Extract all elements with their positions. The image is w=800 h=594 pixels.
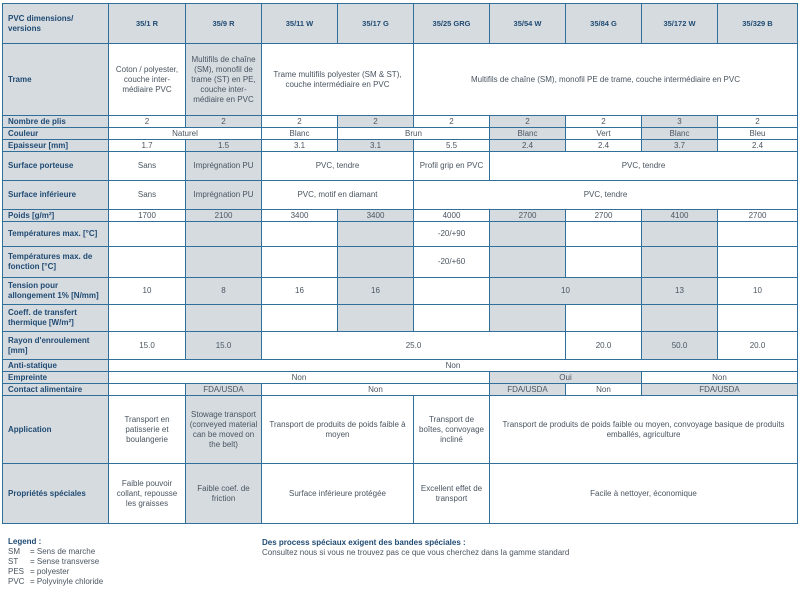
table-cell: Transport en patisserie et boulangerie bbox=[109, 396, 186, 464]
row-label: Propriétés spéciales bbox=[3, 464, 109, 524]
legend-value: = Sense transverse bbox=[30, 557, 100, 566]
table-cell: 15.0 bbox=[186, 332, 262, 360]
table-cell: 10 bbox=[718, 278, 798, 305]
row-label: Tension pour allongement 1% [N/mm] bbox=[3, 278, 109, 305]
table-cell: 16 bbox=[338, 278, 414, 305]
table-cell bbox=[718, 247, 798, 278]
table-cell: Non bbox=[566, 384, 642, 396]
table-cell: Coton / polyester, couche inter-médiaire PVC bbox=[109, 44, 186, 116]
table-cell: Multifils de chaîne (SM), monofil de trame (ST) en PE, couche inter-médiaire en PVC bbox=[186, 44, 262, 116]
table-row bbox=[3, 152, 798, 181]
col-header: 35/17 G bbox=[338, 4, 414, 44]
table-cell: 1.5 bbox=[186, 140, 262, 152]
table-cell: Transport de boîtes, convoyage incliné bbox=[414, 396, 490, 464]
table-cell bbox=[566, 247, 642, 278]
table-cell bbox=[490, 305, 566, 332]
table-cell: Non bbox=[262, 384, 490, 396]
table-cell: 2 bbox=[718, 116, 798, 128]
row-label: Epaisseur [mm] bbox=[3, 140, 109, 152]
table-cell bbox=[338, 222, 414, 247]
legend-item bbox=[8, 577, 103, 587]
legend-value: = Polyvinyle chloride bbox=[30, 577, 104, 586]
table-cell: FDA/USDA bbox=[186, 384, 262, 396]
table-row bbox=[3, 384, 798, 396]
table-row bbox=[3, 464, 798, 524]
table-row bbox=[3, 210, 798, 222]
table-cell: Oui bbox=[490, 372, 642, 384]
table-cell: Faible coef. de friction bbox=[186, 464, 262, 524]
col-header: 35/11 W bbox=[262, 4, 338, 44]
legend-value: = Sens de marche bbox=[30, 547, 96, 556]
row-label: Nombre de plis bbox=[3, 116, 109, 128]
table-cell bbox=[566, 222, 642, 247]
table-cell bbox=[186, 305, 262, 332]
row-label: Couleur bbox=[3, 128, 109, 140]
table-cell: 4100 bbox=[642, 210, 718, 222]
table-cell bbox=[109, 384, 186, 396]
table-cell: Brun bbox=[338, 128, 490, 140]
table-cell: 2.4 bbox=[718, 140, 798, 152]
table-cell: 3.1 bbox=[338, 140, 414, 152]
table-row bbox=[3, 305, 798, 332]
table-cell: Vert bbox=[566, 128, 642, 140]
table-row bbox=[3, 372, 798, 384]
table-cell: Imprégnation PU bbox=[186, 152, 262, 181]
col-header: 35/25 GRG bbox=[414, 4, 490, 44]
legend-item bbox=[8, 547, 103, 557]
table-row bbox=[3, 116, 798, 128]
table-row bbox=[3, 278, 798, 305]
legend-title: Legend : bbox=[8, 537, 42, 546]
table-cell: Sans bbox=[109, 181, 186, 210]
table-cell: 2100 bbox=[186, 210, 262, 222]
table-cell: Surface inférieure protégée bbox=[262, 464, 414, 524]
row-label: Rayon d'enroulement [mm] bbox=[3, 332, 109, 360]
table-cell: Sans bbox=[109, 152, 186, 181]
table-cell bbox=[262, 222, 338, 247]
row-label: Coeff. de transfert thermique [W/m²] bbox=[3, 305, 109, 332]
table-cell: Blanc bbox=[262, 128, 338, 140]
legend bbox=[8, 537, 103, 587]
table-cell: 1700 bbox=[109, 210, 186, 222]
col-header: 35/9 R bbox=[186, 4, 262, 44]
table-row bbox=[3, 332, 798, 360]
row-label: Surface porteuse bbox=[3, 152, 109, 181]
table-cell: PVC, tendre bbox=[414, 181, 798, 210]
table-cell: PVC, tendre bbox=[490, 152, 798, 181]
legend-item bbox=[8, 557, 103, 567]
row-label: Surface inférieure bbox=[3, 181, 109, 210]
table-cell: 2 bbox=[338, 116, 414, 128]
table-cell: -20/+90 bbox=[414, 222, 490, 247]
row-label: Températures max. de fonction [°C] bbox=[3, 247, 109, 278]
table-cell: 1.7 bbox=[109, 140, 186, 152]
table-cell: PVC, motif en diamant bbox=[262, 181, 414, 210]
table-cell bbox=[642, 305, 718, 332]
spec-table bbox=[2, 3, 798, 524]
table-cell: 3.7 bbox=[642, 140, 718, 152]
table-cell: Faible pouvoir collant, repousse les graisses bbox=[109, 464, 186, 524]
table-cell bbox=[414, 278, 490, 305]
row-label: Application bbox=[3, 396, 109, 464]
table-cell: 20.0 bbox=[718, 332, 798, 360]
row-label: Trame bbox=[3, 44, 109, 116]
table-cell: Transport de produits de poids faible ou moyen, convoyage basique de produits emballés, agriculture bbox=[490, 396, 798, 464]
table-cell: Non bbox=[109, 372, 490, 384]
table-cell: 10 bbox=[490, 278, 642, 305]
table-cell: 15.0 bbox=[109, 332, 186, 360]
table-cell: Transport de produits de poids faible à moyen bbox=[262, 396, 414, 464]
table-cell: 2 bbox=[490, 116, 566, 128]
table-cell: 2700 bbox=[490, 210, 566, 222]
table-cell: Naturel bbox=[109, 128, 262, 140]
legend-value: = polyester bbox=[30, 567, 70, 576]
table-row bbox=[3, 360, 798, 372]
legend-key: PVC bbox=[8, 577, 25, 586]
table-cell: 2 bbox=[414, 116, 490, 128]
table-cell: 16 bbox=[262, 278, 338, 305]
table-cell: 13 bbox=[642, 278, 718, 305]
legend-item bbox=[8, 567, 103, 577]
table-cell bbox=[338, 305, 414, 332]
col-header: 35/84 G bbox=[566, 4, 642, 44]
table-cell: 2700 bbox=[566, 210, 642, 222]
table-cell: Profil grip en PVC bbox=[414, 152, 490, 181]
table-cell: 3400 bbox=[262, 210, 338, 222]
table-cell: 50.0 bbox=[642, 332, 718, 360]
table-cell: 2 bbox=[186, 116, 262, 128]
table-cell bbox=[338, 247, 414, 278]
table-cell: Trame multifils polyester (SM & ST), couche intermédiaire en PVC bbox=[262, 44, 414, 116]
col-header: 35/54 W bbox=[490, 4, 566, 44]
table-cell: 5.5 bbox=[414, 140, 490, 152]
table-row bbox=[3, 181, 798, 210]
table-cell: 2700 bbox=[718, 210, 798, 222]
table-cell: 2 bbox=[262, 116, 338, 128]
col-header: 35/172 W bbox=[642, 4, 718, 44]
table-cell bbox=[186, 222, 262, 247]
table-cell bbox=[642, 222, 718, 247]
table-cell: Imprégnation PU bbox=[186, 181, 262, 210]
legend-key: SM bbox=[8, 547, 20, 556]
table-cell bbox=[109, 305, 186, 332]
table-cell: 3400 bbox=[338, 210, 414, 222]
table-cell: 3.1 bbox=[262, 140, 338, 152]
col-header: 35/1 R bbox=[109, 4, 186, 44]
table-row bbox=[3, 140, 798, 152]
legend-key: ST bbox=[8, 557, 19, 566]
table-cell: Non bbox=[109, 360, 798, 372]
table-cell: FDA/USDA bbox=[490, 384, 566, 396]
row-label: Anti-statique bbox=[3, 360, 109, 372]
table-cell: Facile à nettoyer, économique bbox=[490, 464, 798, 524]
table-cell bbox=[718, 222, 798, 247]
table-cell: 4000 bbox=[414, 210, 490, 222]
note-title: Des process spéciaux exigent des bandes spéciales : bbox=[262, 538, 466, 547]
table-cell bbox=[642, 247, 718, 278]
table-cell: 2.4 bbox=[566, 140, 642, 152]
table-cell: Stowage transport (conveyed material can be moved on the belt) bbox=[186, 396, 262, 464]
table-cell bbox=[186, 247, 262, 278]
row-label: Empreinte bbox=[3, 372, 109, 384]
table-cell bbox=[490, 222, 566, 247]
table-header-row bbox=[3, 4, 798, 44]
table-cell: -20/+60 bbox=[414, 247, 490, 278]
col-header: 35/329 B bbox=[718, 4, 798, 44]
table-cell: 10 bbox=[109, 278, 186, 305]
table-cell: Multifils de chaîne (SM), monofil PE de trame, couche intermédiaire en PVC bbox=[414, 44, 798, 116]
table-cell: Blanc bbox=[490, 128, 566, 140]
row-label: Températures max. [°C] bbox=[3, 222, 109, 247]
table-row bbox=[3, 396, 798, 464]
table-cell: Blanc bbox=[642, 128, 718, 140]
legend-key: PES bbox=[8, 567, 25, 576]
table-row bbox=[3, 247, 798, 278]
corner-header: PVC dimensions/ versions bbox=[3, 4, 109, 44]
table-cell: FDA/USDA bbox=[642, 384, 798, 396]
special-process-note bbox=[262, 538, 569, 558]
table-cell bbox=[109, 247, 186, 278]
table-cell: 25.0 bbox=[262, 332, 566, 360]
table-cell: Bleu bbox=[718, 128, 798, 140]
note-text: Consultez nous si vous ne trouvez pas ce que vous cherchez dans la gamme standard bbox=[262, 548, 570, 557]
table-cell bbox=[566, 305, 642, 332]
table-cell bbox=[490, 247, 566, 278]
table-cell: Excellent effet de transport bbox=[414, 464, 490, 524]
table-cell bbox=[718, 305, 798, 332]
table-cell bbox=[109, 222, 186, 247]
table-cell: 2.4 bbox=[490, 140, 566, 152]
table-cell: 2 bbox=[109, 116, 186, 128]
table-cell: Non bbox=[642, 372, 798, 384]
table-row bbox=[3, 128, 798, 140]
table-row bbox=[3, 222, 798, 247]
table-cell: 2 bbox=[566, 116, 642, 128]
table-cell bbox=[414, 305, 490, 332]
row-label: Poids [g/m²] bbox=[3, 210, 109, 222]
table-cell: 20.0 bbox=[566, 332, 642, 360]
table-cell: 8 bbox=[186, 278, 262, 305]
table-row bbox=[3, 44, 798, 116]
row-label: Contact alimentaire bbox=[3, 384, 109, 396]
table-cell: 3 bbox=[642, 116, 718, 128]
table-cell: PVC, tendre bbox=[262, 152, 414, 181]
table-cell bbox=[262, 305, 338, 332]
table-cell bbox=[262, 247, 338, 278]
